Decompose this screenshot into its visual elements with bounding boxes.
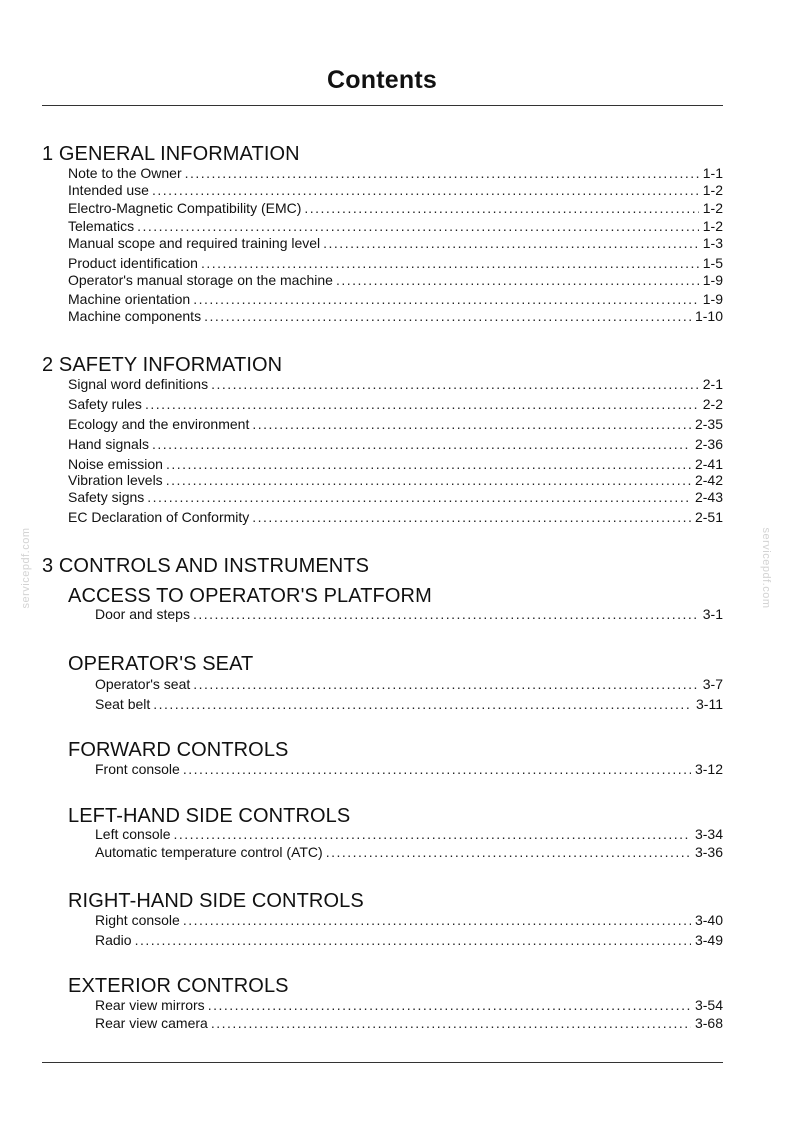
toc-entry-label: Product identification: [68, 255, 198, 271]
toc-entry-label: Ecology and the environment: [68, 416, 250, 432]
watermark-left: servicepdf.com: [20, 527, 32, 609]
toc-entry[interactable]: [68, 308, 723, 324]
dot-leader: [145, 396, 699, 412]
toc-entry[interactable]: [68, 376, 723, 392]
toc-entry[interactable]: [95, 676, 723, 692]
page-title: Contents: [327, 66, 437, 94]
toc-entry-label: Note to the Owner: [68, 165, 182, 181]
toc-entry-page: 1-5: [702, 255, 723, 271]
toc-entry-page: 2-42: [694, 472, 723, 488]
toc-entry-page: 2-35: [694, 416, 723, 432]
toc-entry-page: 1-3: [702, 235, 723, 251]
toc-entry-label: Safety signs: [68, 489, 145, 505]
toc-entry-label: Manual scope and required training level: [68, 235, 321, 251]
toc-entry-label: Right console: [95, 912, 180, 928]
dot-leader: [211, 376, 699, 392]
dot-leader: [183, 912, 691, 928]
dot-leader: [166, 456, 691, 472]
dot-leader: [147, 489, 691, 505]
toc-entry-label: Left console: [95, 826, 171, 842]
toc-entry[interactable]: [68, 200, 723, 216]
toc-entry-page: 3-36: [694, 844, 723, 860]
toc-entry-page: 2-41: [694, 456, 723, 472]
toc-entry-label: Operator's manual storage on the machine: [68, 272, 333, 288]
toc-entry[interactable]: [68, 235, 723, 251]
toc-entry[interactable]: [95, 1015, 723, 1031]
toc-entry[interactable]: [68, 182, 723, 198]
dot-leader: [166, 472, 691, 488]
toc-entry-label: Hand signals: [68, 436, 149, 452]
toc-entry-page: 2-2: [702, 396, 723, 412]
toc-entry-page: 1-2: [702, 200, 723, 216]
dot-leader: [174, 826, 691, 842]
dot-leader: [323, 235, 699, 251]
toc-entry-page: 3-12: [694, 761, 723, 777]
toc-entry-page: 2-36: [694, 436, 723, 452]
toc-entry[interactable]: [68, 456, 723, 472]
toc-entry[interactable]: [68, 272, 723, 288]
toc-entry-label: Machine components: [68, 308, 202, 324]
dot-leader: [252, 509, 691, 525]
toc-entry-page: 3-49: [694, 932, 723, 948]
toc-entry-page: 3-40: [694, 912, 723, 928]
toc-entry-page: 3-54: [694, 997, 723, 1013]
toc-entry[interactable]: [95, 696, 723, 712]
toc-entry-label: Noise emission: [68, 456, 163, 472]
subsection-title-left-hand-side-controls: LEFT-HAND SIDE CONTROLS: [68, 805, 351, 827]
toc-entry-label: Door and steps: [95, 606, 190, 622]
toc-entry-page: 2-1: [702, 376, 723, 392]
toc-entry-page: 1-9: [702, 272, 723, 288]
toc-entry-label: Operator's seat: [95, 676, 191, 692]
toc-entry[interactable]: [95, 912, 723, 928]
dot-leader: [183, 761, 691, 777]
toc-entry-label: Signal word definitions: [68, 376, 209, 392]
toc-entry-page: 3-7: [702, 676, 723, 692]
bottom-divider: [42, 1062, 723, 1063]
toc-entry[interactable]: [68, 416, 723, 432]
subsection-title-right-hand-side-controls: RIGHT-HAND SIDE CONTROLS: [68, 890, 364, 912]
dot-leader: [252, 416, 691, 432]
subsection-title-access-to-operators-platform: ACCESS TO OPERATOR'S PLATFORM: [68, 585, 432, 607]
toc-entry[interactable]: [95, 932, 723, 948]
toc-entry[interactable]: [68, 218, 723, 234]
toc-entry-page: 1-9: [702, 291, 723, 307]
subsection-title-operators-seat: OPERATOR'S SEAT: [68, 653, 254, 675]
toc-entry-page: 1-2: [702, 182, 723, 198]
toc-entry[interactable]: [95, 761, 723, 777]
dot-leader: [204, 308, 691, 324]
toc-entry-page: 1-2: [702, 218, 723, 234]
toc-entry-label: Automatic temperature control (ATC): [95, 844, 323, 860]
toc-entry[interactable]: [68, 436, 723, 452]
toc-entry[interactable]: [95, 997, 723, 1013]
dot-leader: [185, 165, 699, 181]
toc-entry-page: 1-10: [694, 308, 723, 324]
dot-leader: [135, 932, 691, 948]
dot-leader: [152, 182, 699, 198]
dot-leader: [153, 696, 692, 712]
dot-leader: [201, 255, 699, 271]
toc-entry[interactable]: [68, 165, 723, 181]
dot-leader: [211, 1015, 691, 1031]
toc-entry-label: Safety rules: [68, 396, 142, 412]
toc-entry-label: Radio: [95, 932, 132, 948]
toc-entry-label: EC Declaration of Conformity: [68, 509, 250, 525]
dot-leader: [208, 997, 691, 1013]
toc-entry-label: Vibration levels: [68, 472, 163, 488]
toc-entry-label: Seat belt: [95, 696, 151, 712]
toc-entry-page: 2-51: [694, 509, 723, 525]
section-title-general-information: 1 GENERAL INFORMATION: [42, 143, 300, 165]
toc-entry[interactable]: [95, 844, 723, 860]
toc-entry-label: Electro-Magnetic Compatibility (EMC): [68, 200, 302, 216]
toc-entry-label: Telematics: [68, 218, 135, 234]
toc-entry[interactable]: [68, 509, 723, 525]
toc-entry[interactable]: [68, 291, 723, 307]
toc-entry[interactable]: [95, 606, 723, 622]
dot-leader: [336, 272, 699, 288]
dot-leader: [137, 218, 699, 234]
toc-entry[interactable]: [68, 396, 723, 412]
dot-leader: [304, 200, 698, 216]
toc-entry-page: 2-43: [694, 489, 723, 505]
toc-entry-page: 3-34: [694, 826, 723, 842]
toc-entry-page: 3-11: [696, 696, 723, 712]
toc-entry[interactable]: [68, 255, 723, 271]
toc-entry-label: Machine orientation: [68, 291, 191, 307]
dot-leader: [193, 606, 699, 622]
toc-entry-page: 3-68: [694, 1015, 723, 1031]
subsection-title-forward-controls: FORWARD CONTROLS: [68, 739, 289, 761]
subsection-title-exterior-controls: EXTERIOR CONTROLS: [68, 975, 289, 997]
toc-entry-page: 1-1: [702, 165, 723, 181]
toc-entry-label: Rear view mirrors: [95, 997, 205, 1013]
toc-entry-label: Intended use: [68, 182, 149, 198]
toc-entry-page: 3-1: [702, 606, 723, 622]
dot-leader: [326, 844, 691, 860]
toc-entry-label: Front console: [95, 761, 180, 777]
dot-leader: [193, 291, 699, 307]
toc-entry[interactable]: [68, 489, 723, 505]
toc-entry[interactable]: [95, 826, 723, 842]
toc-entry[interactable]: [68, 472, 723, 488]
toc-entry-label: Rear view camera: [95, 1015, 208, 1031]
section-title-controls-and-instruments: 3 CONTROLS AND INSTRUMENTS: [42, 555, 370, 577]
section-title-safety-information: 2 SAFETY INFORMATION: [42, 354, 283, 376]
dot-leader: [193, 676, 698, 692]
watermark-right: servicepdf.com: [760, 527, 772, 609]
dot-leader: [152, 436, 691, 452]
top-divider: [42, 105, 723, 106]
